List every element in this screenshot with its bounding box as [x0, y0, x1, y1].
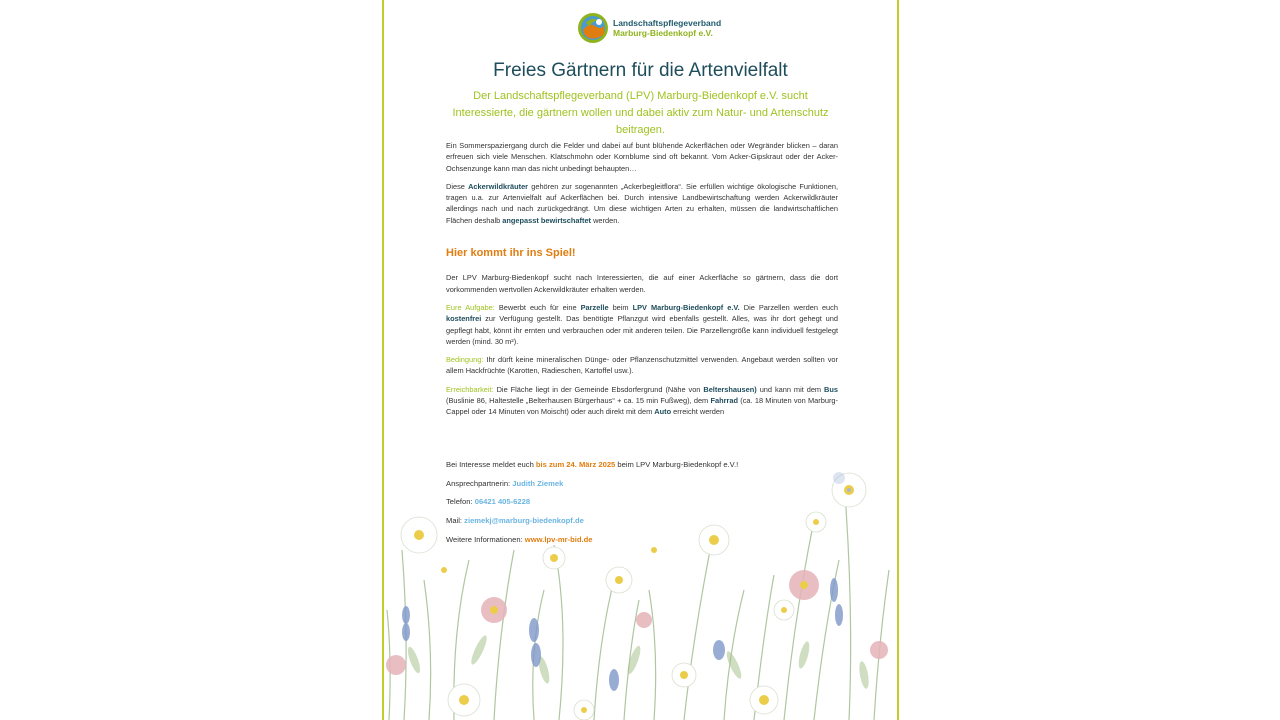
email-link[interactable]: ziemekj@marburg-biedenkopf.de [464, 516, 584, 526]
paragraph-access [446, 384, 838, 418]
text: (Buslinie 86, Haltestelle „Belterhausen Bürgerhaus“ + ca. 15 min Fußweg), dem [446, 396, 711, 406]
contact-web [446, 535, 738, 554]
page-subtitle: Der Landschaftspflegeverband (LPV) Marburg-Biedenkopf e.V. sucht Interessierte, die gärtnern wollen und dabei aktiv zum Natur- und Artenschutz beitragen. [452, 90, 829, 136]
paragraph-ackerwildkraeuter [446, 181, 838, 226]
highlight: Bus [824, 384, 838, 394]
section-heading: Hier kommt ihr ins Spiel! [446, 247, 576, 260]
text: und kann mit dem [756, 384, 825, 394]
text: erreicht werden [671, 407, 725, 417]
text: werden. [591, 215, 620, 225]
text: Diese [446, 181, 469, 191]
deadline-line [446, 460, 738, 479]
text: beim [608, 302, 633, 312]
paragraph-task [446, 302, 838, 347]
deadline: bis zum 24. März 2025 [535, 460, 616, 469]
label: Telefon: [446, 497, 475, 507]
flyer-page [382, 0, 899, 720]
lpv-logo-icon [577, 12, 609, 44]
text: zur Verfügung gestellt. Das benötigte Pflanzgut wird ebenfalls gestellt. Alles, was ihr dort gehegt und gepflegt habt, könnt ihr ernten und verbrauchen oder mit anderen teilen. Die Parzellengröße kann individuell festgelegt werden (mind. 30 m²). [446, 314, 838, 346]
text: Bewerbt euch für eine [494, 302, 581, 312]
paragraph-intro: Ein Sommerspaziergang durch die Felder und dabei auf bunt blühende Ackerflächen oder Wegränder blicken – daran erfreuen sich viele Menschen. Klatschmohn oder Kornblume sind oft bekannt. Vom Acker-Gipskraut oder der Acker-Ochsenzunge kann man das nicht unbedingt behaupten… [446, 141, 838, 173]
body-text [446, 140, 838, 425]
highlight: Auto [654, 407, 672, 417]
text: Ihr dürft keine mineralischen Dünge- oder Pflanzenschutzmittel verwenden. Angebaut werden sollten vor allem Hackfrüchte (Karotten, Radieschen, Kartoffel usw.). [446, 355, 838, 376]
paragraph-search: Der LPV Marburg-Biedenkopf sucht nach Interessierten, die auf einer Ackerfläche so gärtnern, dass die dort vorkommenden wertvollen Ackerwildkräuter erhalten werden. [446, 273, 838, 294]
contact-person [446, 479, 738, 498]
highlight: kostenfrei [446, 314, 482, 324]
text: Die Parzellen werden euch [739, 302, 838, 312]
paragraph-condition [446, 354, 838, 377]
text: Die Fläche liegt in der Gemeinde Ebsdorfergrund (Nähe von [493, 384, 704, 394]
label: Erreichbarkeit: [446, 384, 494, 394]
person-name: Judith Ziemek [512, 478, 564, 488]
text: gehören zur sogenannten „Ackerbegleitflora“. Sie erfüllen wichtige ökologische Funktionen, tragen u.a. zur Artenvielfalt auf Ackerflächen bei. Durch intensive Landbewirtschaftung werden Ackerwildkräuter allerdings nach und nach zurückgedrängt. Um diese wichtigen Arten zu erhalten, müssen die landwirtschaftlichen Flächen deshalb [446, 181, 838, 225]
label: Bedingung: [446, 355, 484, 365]
highlight: Parzelle [580, 302, 609, 312]
text: Bei Interesse meldet euch [446, 460, 536, 469]
label: Mail: [446, 516, 465, 526]
highlight: Beltershausen) [703, 384, 757, 394]
phone-link[interactable]: 06421 405-6228 [474, 497, 531, 507]
lpv-logo [577, 12, 721, 44]
contact-block [446, 460, 738, 553]
label: Eure Aufgabe: [446, 302, 495, 312]
highlight: LPV Marburg-Biedenkopf e.V. [632, 302, 740, 312]
highlight: Ackerwildkräuter [468, 181, 529, 191]
highlight: angepasst bewirtschaftet [502, 215, 592, 225]
page-title: Freies Gärtnern für die Artenvielfalt [493, 60, 788, 81]
website-link[interactable]: www.lpv-mr-bid.de [524, 534, 593, 544]
highlight: Fahrrad [710, 396, 739, 406]
contact-mail [446, 516, 738, 535]
contact-phone [446, 497, 738, 516]
logo-line-1: Landschaftspflegeverband [613, 18, 722, 28]
logo-line-2: Marburg-Biedenkopf e.V. [613, 28, 713, 38]
label: Weitere Informationen: [446, 534, 525, 544]
text: beim LPV Marburg-Biedenkopf e.V.! [615, 460, 739, 469]
text: (ca. 18 Minuten von Marburg-Cappel oder 14 Minuten von Moischt) oder auch direkt mit dem [446, 396, 839, 417]
label: Ansprechpartnerin: [446, 478, 513, 488]
